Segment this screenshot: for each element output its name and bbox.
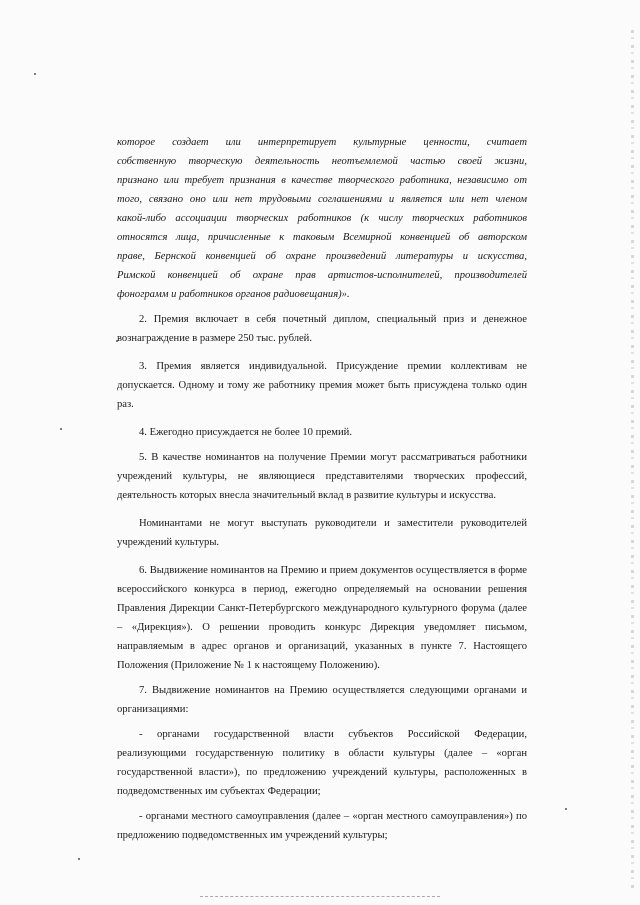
paragraph-6: 6. Выдвижение номинантов на Премию и прием документов осуществляется в форме всероссийского конкурса в период, ежегодно определяемый на основании решения Правления Дирекции Санкт-Петербургского международного культурного форума (далее – «Дирекция»). О решении проводить конкурс Дирекция уведомляет письмом, направляемым в адрес органов и организаций, указанных в пункте 7. Настоящего Положения (Приложение № 1 к настоящему Положению). [117, 565, 527, 671]
definition-line: праве, Бернской конвенцией об охране произведений литературы и искусства, [117, 251, 527, 262]
scan-edge-artifact [631, 30, 634, 890]
paragraph-7: 7. Выдвижение номинантов на Премию осуществляется следующими органами и организациями: [117, 685, 527, 715]
scan-speck [78, 858, 80, 860]
paragraph-5-note: Номинантами не могут выступать руководители и заместители руководителей учреждений культуры. [117, 518, 527, 548]
definition-line: признано или требует признания в качестве творческого работника, независимо от [117, 175, 527, 186]
definition-block [117, 133, 527, 304]
paragraph-5: 5. В качестве номинантов на получение Премии могут рассматриваться работники учреждений культуры, не являющиеся представителями творческих профессий, деятельность которых внесла значительный вклад в развитие культуры и искусства. [117, 452, 527, 501]
definition-line: какой-либо ассоциации творческих работников (к числу творческих работников [117, 213, 527, 224]
paragraph-4: 4. Ежегодно присуждается не более 10 премий. [139, 427, 352, 438]
list-item-local-self-government: - органами местного самоуправления (далее – «орган местного самоуправления») по предложению подведомственных им учреждений культуры; [117, 811, 527, 841]
document-body [117, 133, 527, 845]
definition-line: фонограмм и работников органов радиовещания)». [117, 289, 350, 300]
paragraph-3: 3. Премия является индивидуальной. Присуждение премии коллективам не допускается. Одному и тому же работнику премия может быть присуждена только один раз. [117, 361, 527, 410]
paragraph-2: 2. Премия включает в себя почетный диплом, специальный приз и денежное вознаграждение в размере 250 тыс. рублей. [117, 314, 527, 344]
definition-line: относятся лица, причисленные к таковым Всемирной конвенцией об авторском [117, 232, 527, 243]
scan-speck [565, 808, 567, 810]
scan-speck [34, 73, 36, 75]
list-item-state-authorities: - органами государственной власти субъектов Российской Федерации, реализующими государственную политику в области культуры (далее – «орган государственной власти»), по предложению учреждений культуры, расположенных в подведомственных им субъектах Федерации; [117, 729, 527, 797]
definition-line: собственную творческую деятельность неотъемлемой частью своей жизни, [117, 156, 527, 167]
definition-line: того, связано оно или нет трудовыми соглашениями и является или нет членом [117, 194, 527, 205]
definition-line: которое создает или интерпретирует культурные ценности, считает [117, 137, 527, 148]
scan-speck [60, 428, 62, 430]
scan-bottom-artifact [200, 896, 440, 897]
definition-line: Римской конвенцией об охране прав артистов-исполнителей, производителей [117, 270, 527, 281]
